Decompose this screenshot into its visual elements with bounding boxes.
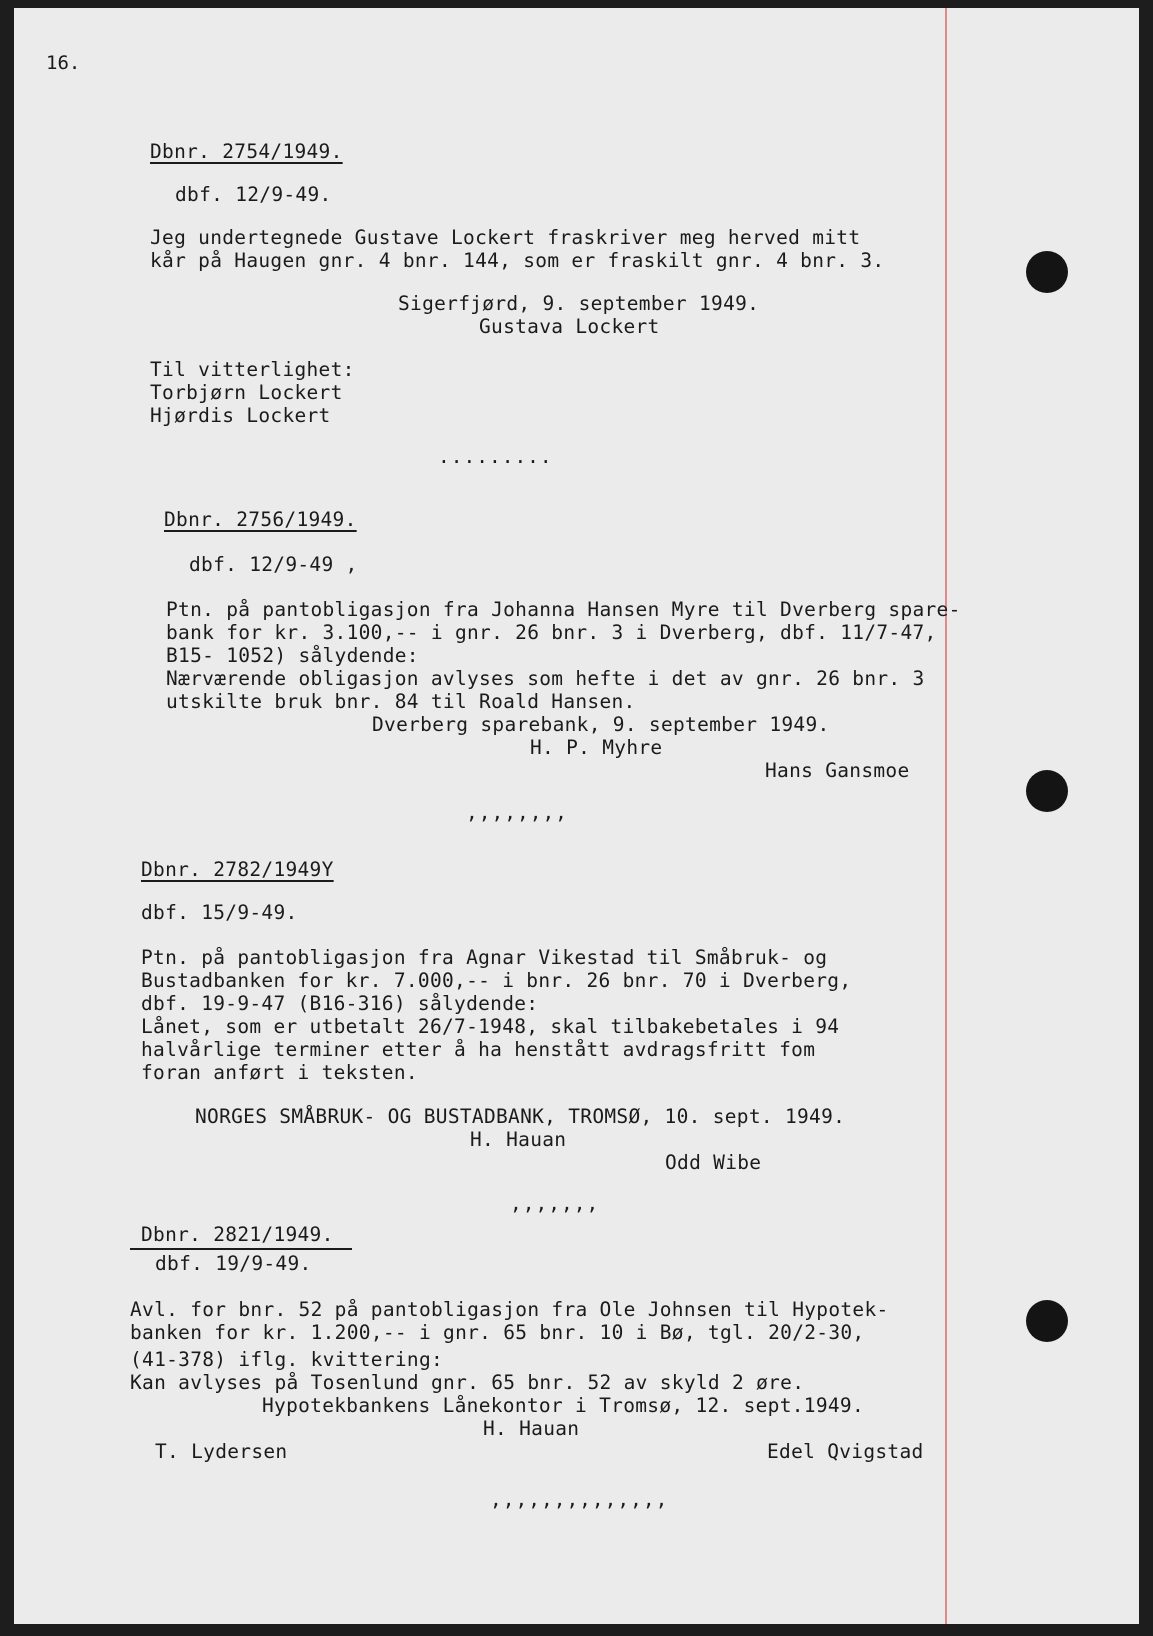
place-date: Dverberg sparebank, 9. september 1949. (372, 713, 830, 736)
witness-name: Hjørdis Lockert (150, 404, 331, 427)
witness-name: Torbjørn Lockert (150, 381, 343, 404)
body-line: B15- 1052) sålydende: (166, 644, 419, 667)
entry-heading: Dbnr. 2756/1949. (164, 508, 357, 531)
body-line: Ptn. på pantobligasjon fra Agnar Vikestad til Småbruk- og (141, 946, 828, 969)
entry-dbf: dbf. 15/9-49. (141, 901, 298, 924)
body-line: foran anført i teksten. (141, 1061, 418, 1084)
witness-label: Til vitterlighet: (150, 358, 355, 381)
body-line: kår på Haugen gnr. 4 bnr. 144, som er fraskilt gnr. 4 bnr. 3. (150, 249, 885, 272)
body-line: (41-378) iflg. kvittering: (130, 1348, 444, 1371)
place-date: Hypotekbankens Lånekontor i Tromsø, 12. sept.1949. (262, 1394, 864, 1417)
signature: T. Lydersen (155, 1440, 288, 1463)
separator: ,,,,,,,,,,,,,, (490, 1488, 669, 1511)
red-margin-line (945, 8, 947, 1624)
entry-dbf: dbf. 12/9-49 , (189, 553, 358, 576)
punch-hole-top (1026, 251, 1068, 293)
page-number: 16. (46, 52, 81, 74)
separator: ,,,,,,, (510, 1192, 600, 1215)
entry-dbf: dbf. 19/9-49. (155, 1252, 312, 1275)
body-line: Ptn. på pantobligasjon fra Johanna Hansen Myre til Dverberg spare- (166, 598, 961, 621)
body-line: bank for kr. 3.100,-- i gnr. 26 bnr. 3 i Dverberg, dbf. 11/7-47, (166, 621, 937, 644)
body-line: Avl. for bnr. 52 på pantobligasjon fra Ole Johnsen til Hypotek- (130, 1298, 889, 1321)
separator: ......... (438, 445, 553, 468)
entry-heading: Dbnr. 2821/1949. (141, 1223, 334, 1246)
body-line: banken for kr. 1.200,-- i gnr. 65 bnr. 10 i Bø, tgl. 20/2-30, (130, 1321, 865, 1344)
place-date: Sigerfjørd, 9. september 1949. (398, 292, 760, 315)
entry-dbf: dbf. 12/9-49. (175, 183, 332, 206)
body-line: Lånet, som er utbetalt 26/7-1948, skal tilbakebetales i 94 (141, 1015, 840, 1038)
signature: Edel Qvigstad (767, 1440, 924, 1463)
signature: Odd Wibe (665, 1151, 762, 1174)
punch-hole-middle (1026, 770, 1068, 812)
body-line: utskilte bruk bnr. 84 til Roald Hansen. (166, 690, 636, 713)
entry-heading: Dbnr. 2754/1949. (150, 140, 343, 163)
entry-heading: Dbnr. 2782/1949Y (141, 858, 334, 881)
separator: ,,,,,,,, (466, 801, 568, 824)
punch-hole-bottom (1026, 1300, 1068, 1342)
place-date: NORGES SMÅBRUK- OG BUSTADBANK, TROMSØ, 10. sept. 1949. (195, 1105, 846, 1128)
signature: H. Hauan (470, 1128, 567, 1151)
document-page (14, 8, 1139, 1624)
signature: Hans Gansmoe (765, 759, 910, 782)
body-line: Bustadbanken for kr. 7.000,-- i bnr. 26 bnr. 70 i Dverberg, (141, 969, 852, 992)
body-line: halvårlige terminer etter å ha henstått avdragsfritt fom (141, 1038, 816, 1061)
body-line: Nærværende obligasjon avlyses som hefte i det av gnr. 26 bnr. 3 (166, 667, 925, 690)
body-line: Jeg undertegnede Gustave Lockert fraskriver meg herved mitt (150, 226, 861, 249)
signature: H. Hauan (483, 1417, 580, 1440)
body-line: Kan avlyses på Tosenlund gnr. 65 bnr. 52 av skyld 2 øre. (130, 1371, 805, 1394)
heading-underline (130, 1248, 352, 1250)
body-line: dbf. 19-9-47 (B16-316) sålydende: (141, 992, 539, 1015)
signature: H. P. Myhre (530, 736, 663, 759)
signature: Gustava Lockert (479, 315, 660, 338)
